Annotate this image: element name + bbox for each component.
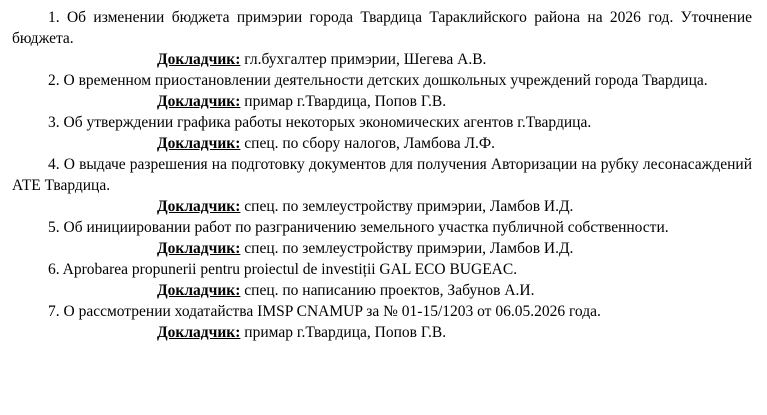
agenda-item-text: 3. Об утверждении графика работы некоторых экономических агентов г.Твардица. bbox=[48, 114, 592, 131]
speaker-line bbox=[12, 91, 752, 112]
speaker-name: примар г.Твардица, Попов Г.В. bbox=[240, 93, 447, 110]
agenda-item-text: 1. Об изменении бюджета примэрии города Твардица Тараклийского района на 2026 год. Уточнение бюджета. bbox=[12, 9, 752, 47]
speaker-name: спец. по землеустройству примэрии, Ламбов И.Д. bbox=[240, 240, 574, 257]
agenda-item-text: 4. О выдаче разрешения на подготовку документов для получения Авторизации на рубку лесонасаждений АТЕ Твардица. bbox=[12, 156, 752, 194]
agenda-document bbox=[12, 7, 752, 343]
speaker-line bbox=[12, 133, 752, 154]
agenda-item-2 bbox=[12, 70, 752, 112]
speaker-label: Докладчик: bbox=[157, 93, 241, 110]
agenda-item-3 bbox=[12, 112, 752, 154]
agenda-item-5 bbox=[12, 217, 752, 259]
agenda-item-7 bbox=[12, 301, 752, 343]
speaker-label: Докладчик: bbox=[157, 51, 241, 68]
speaker-name: спец. по написанию проектов, Забунов А.И. bbox=[240, 282, 535, 299]
speaker-label: Докладчик: bbox=[157, 282, 241, 299]
speaker-line bbox=[12, 49, 752, 70]
speaker-name: спец. по сбору налогов, Ламбова Л.Ф. bbox=[240, 135, 495, 152]
agenda-item-text: 2. О временном приостановлении деятельности детских дошкольных учреждений города Твардица. bbox=[48, 72, 708, 89]
speaker-name: примар г.Твардица, Попов Г.В. bbox=[240, 324, 447, 341]
agenda-item-1 bbox=[12, 7, 752, 70]
speaker-line bbox=[12, 280, 752, 301]
agenda-item-text: 5. Об инициировании работ по разграничению земельного участка публичной собственности. bbox=[48, 219, 669, 236]
speaker-label: Докладчик: bbox=[157, 240, 241, 257]
speaker-label: Докладчик: bbox=[157, 135, 241, 152]
speaker-line bbox=[12, 322, 752, 343]
speaker-label: Докладчик: bbox=[157, 324, 241, 341]
agenda-item-4 bbox=[12, 154, 752, 217]
speaker-line bbox=[12, 238, 752, 259]
speaker-label: Докладчик: bbox=[157, 198, 241, 215]
agenda-item-6 bbox=[12, 259, 752, 301]
agenda-item-text: 7. О рассмотрении ходатайства IMSP CNAMUP за № 01-15/1203 от 06.05.2026 года. bbox=[48, 303, 601, 320]
speaker-line bbox=[12, 196, 752, 217]
speaker-name: спец. по землеустройству примэрии, Ламбов И.Д. bbox=[240, 198, 574, 215]
speaker-name: гл.бухгалтер примэрии, Шегева А.В. bbox=[240, 51, 487, 68]
agenda-item-text: 6. Aprobarea propunerii pentru proiectul de investiții GAL ECO BUGEAC. bbox=[48, 261, 518, 278]
